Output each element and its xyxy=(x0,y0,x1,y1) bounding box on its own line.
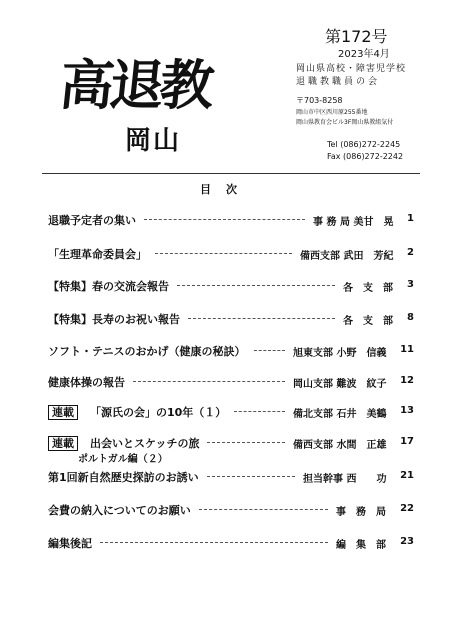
leader-dots xyxy=(207,476,295,477)
telephone: Tel (086)272-2245 xyxy=(327,140,401,149)
toc-entry-page: 8 xyxy=(407,312,414,323)
toc-entry-page: 13 xyxy=(400,405,414,416)
toc-entry-page: 1 xyxy=(407,213,414,224)
toc-entry-title-group xyxy=(48,502,191,518)
toc-entry-title-group xyxy=(48,212,136,228)
toc-entry-title-group xyxy=(48,469,199,485)
address-line1: 岡山市中区西川原255番地 xyxy=(296,109,368,116)
toc-entry-page: 3 xyxy=(407,279,414,290)
toc-entry-title-group xyxy=(48,278,169,294)
leader-dots xyxy=(207,442,285,443)
toc-entry-title: 退職予定者の集い xyxy=(48,214,136,227)
toc-entry[interactable] xyxy=(48,374,414,394)
toc-entry-title: 「源氏の会」の10年（１） xyxy=(90,406,227,419)
masthead-title: 高退教 xyxy=(56,53,214,117)
leader-dots xyxy=(177,285,335,286)
header-divider xyxy=(42,173,420,174)
toc-entry-title-group xyxy=(48,343,246,359)
toc-entry-title-group xyxy=(48,535,92,551)
toc-entry[interactable] xyxy=(48,469,414,489)
issue-number: 第172号 xyxy=(325,27,388,46)
leader-dots xyxy=(199,509,328,510)
toc-entry-page: 12 xyxy=(400,375,414,386)
org-name-line1: 岡山県高校・障害児学校 xyxy=(296,64,407,74)
leader-dots xyxy=(254,350,285,351)
toc-entry-title: 編集後記 xyxy=(48,537,92,550)
address-line2: 岡山県教育会ビル3F岡山県教組気付 xyxy=(296,119,394,126)
serial-badge: 連載 xyxy=(48,405,78,420)
toc-entry-title-group xyxy=(48,246,147,262)
toc-entry-author: 各 支 部 xyxy=(343,283,393,294)
toc-entry-page: 17 xyxy=(400,436,414,447)
toc-entry-page: 11 xyxy=(400,344,414,355)
toc-entry-title-group xyxy=(48,374,125,390)
org-name-line2: 退職教職員の会 xyxy=(296,77,381,87)
toc-entry-author: 旭東支部 小野 信義 xyxy=(293,348,387,359)
toc-entry[interactable] xyxy=(48,246,414,266)
leader-dots xyxy=(234,411,285,412)
toc-entry-title: 「生理革命委員会」 xyxy=(48,248,147,261)
issue-date: 2023年4月 xyxy=(338,49,390,60)
toc-entry-author: 備西支部 武田 芳紀 xyxy=(300,251,394,262)
toc-entry-title: 【特集】長寿のお祝い報告 xyxy=(48,313,180,326)
toc-entry[interactable] xyxy=(48,435,414,465)
toc-entry-title: 健康体操の報告 xyxy=(48,376,125,389)
leader-dots xyxy=(100,542,328,543)
toc-entry-author: 事 務 局 美甘 晃 xyxy=(313,217,394,228)
toc-entry-author: 編 集 部 xyxy=(336,540,386,551)
toc-entry-page: 23 xyxy=(400,536,414,547)
toc-entry[interactable] xyxy=(48,311,414,331)
toc-entry[interactable] xyxy=(48,404,414,424)
toc-entry-title: ソフト・テニスのおかげ（健康の秘訣） xyxy=(48,345,246,358)
leader-dots xyxy=(133,381,285,382)
toc-entry[interactable] xyxy=(48,212,414,232)
toc-entry[interactable] xyxy=(48,502,414,522)
leader-dots xyxy=(155,253,292,254)
serial-badge: 連載 xyxy=(48,436,78,451)
postal-code: 〒703-8258 xyxy=(296,96,343,105)
toc-entry-title-group xyxy=(48,311,180,327)
toc-heading: 目 次 xyxy=(200,183,239,196)
masthead-subtitle: 岡山 xyxy=(125,126,182,156)
toc-entry-author: 備北支部 石井 美鶴 xyxy=(293,409,387,420)
toc-entry-title-group xyxy=(48,435,199,451)
toc-entry-title-group xyxy=(48,404,226,420)
toc-entry-title: 第1回新自然歴史探訪のお誘い xyxy=(48,471,199,484)
toc-entry-author: 担当幹事 西 功 xyxy=(303,474,387,485)
toc-entry-title: 会費の納入についてのお願い xyxy=(48,504,191,517)
toc-entry-title: 出会いとスケッチの旅 xyxy=(90,437,200,450)
toc-entry[interactable] xyxy=(48,278,414,298)
toc-entry-page: 22 xyxy=(400,503,414,514)
toc-entry-page: 21 xyxy=(400,470,414,481)
toc-entry[interactable] xyxy=(48,343,414,363)
toc-entry-author: 備西支部 水間 正雄 xyxy=(293,440,387,451)
leader-dots xyxy=(188,318,335,319)
toc-entry-page: 2 xyxy=(407,247,414,258)
leader-dots xyxy=(144,219,305,220)
toc-entry-author: 各 支 部 xyxy=(343,316,393,327)
toc-entry-subtitle: ポルトガル編（２） xyxy=(78,454,168,465)
fax: Fax (086)272-2242 xyxy=(327,152,404,161)
toc-entry-author: 事 務 局 xyxy=(336,507,386,518)
toc-entry[interactable] xyxy=(48,535,414,555)
toc-entry-author: 岡山支部 難波 紋子 xyxy=(293,379,387,390)
toc-entry-title: 【特集】春の交流会報告 xyxy=(48,280,169,293)
